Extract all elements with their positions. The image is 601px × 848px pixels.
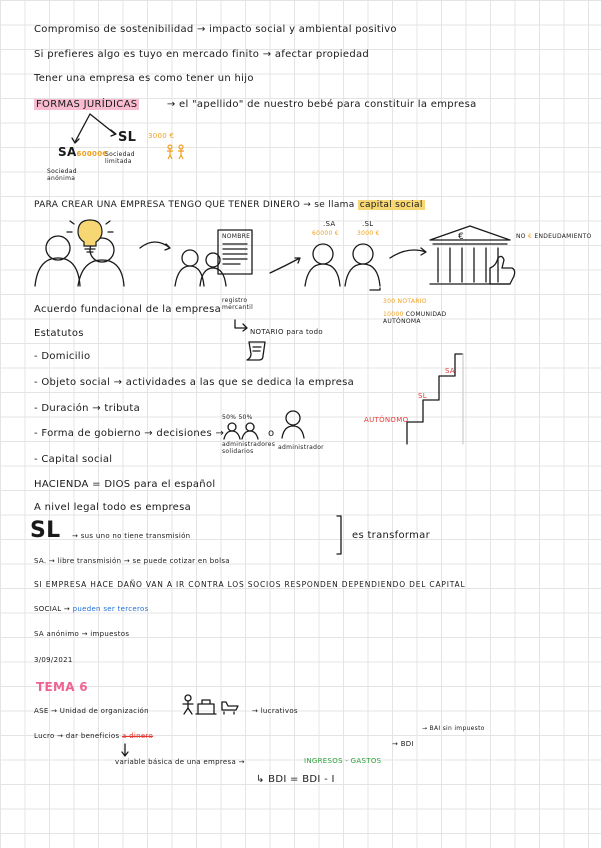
notary-text: NOTARIO para todo	[250, 328, 323, 336]
euro-icon: €	[458, 232, 465, 242]
note-date: 3/09/2021	[34, 656, 73, 664]
mercantile-registry: registro mercantil	[222, 297, 254, 311]
note-line-property: Si prefieres algo es tuyo en mercado finito → afectar propiedad	[34, 49, 370, 60]
statutes-heading: Estatutos	[34, 328, 84, 339]
legal-forms-text: → el "apellido" de nuestro bebé para constituir la empresa	[166, 99, 477, 110]
note-line-legal-company: A nivel legal todo es empresa	[34, 502, 192, 513]
scroll-icon	[245, 340, 269, 362]
note-line-sustainability: Compromiso de sostenibilidad → impacto social y ambiental positivo	[34, 24, 397, 35]
sa-description: Sociedad anónima	[47, 168, 77, 182]
tema-heading: TEMA 6	[36, 680, 88, 694]
sl-description: Sociedad limitada	[105, 151, 135, 165]
note-line-legal-forms	[34, 99, 477, 110]
legal-forms-heading: FORMAS JURÍDICAS	[36, 99, 138, 110]
statute-purpose: - Objeto social → actividades a las que se dedica la empresa	[34, 377, 355, 388]
third-parties-text: pueden ser terceros	[72, 605, 149, 613]
stair-sl: SL	[418, 392, 427, 400]
capital-social-highlight: capital social	[359, 200, 423, 210]
document-name-label: NOMBRE	[222, 233, 251, 240]
note-line-ase: ASE → Unidad de organización	[34, 707, 149, 715]
note-line-variable: variable básica de una empresa →	[115, 758, 245, 766]
sl-label: SL	[118, 130, 137, 145]
note-line-liability: SI EMPRESA HACE DAÑO VAN A IR CONTRA LOS SOCIOS RESPONDEN DEPENDIENDO DEL CAPITAL	[34, 580, 466, 589]
fig-sl-label: .SL	[362, 220, 374, 228]
bracket	[335, 514, 345, 556]
fig-sa-label: .SA	[323, 220, 336, 228]
note-line-hacienda: HACIENDA = DIOS para el español	[34, 479, 216, 490]
fig-sa-amount: 60000 €	[312, 230, 339, 237]
statute-capital: - Capital social	[34, 454, 113, 465]
income-minus-expenses: INGRESOS - GASTOS	[304, 757, 382, 765]
two-admins-icon	[222, 421, 262, 441]
big-sl: SL	[30, 518, 61, 543]
notario-cost: 300 NOTARIO	[383, 298, 427, 305]
sa-label: SA60000€	[58, 145, 108, 159]
note-line-founding: Acuerdo fundacional de la empresa	[34, 304, 222, 315]
solidary-admins: administradores solidarios	[222, 441, 276, 455]
single-admin: administrador	[278, 444, 324, 451]
statute-governance: - Forma de gobierno → decisiones →	[34, 428, 225, 439]
note-line-child: Tener una empresa es como tener un hijo	[34, 73, 254, 84]
statute-duration: - Duración → tributa	[34, 403, 141, 414]
partners-icon	[165, 144, 189, 160]
bdi-formula: ↳ BDI = BDI - I	[256, 774, 335, 785]
transform-note: es transformar	[352, 530, 431, 541]
note-line-lucro: Lucro → dar beneficios a dinero	[34, 732, 154, 740]
comunidad-cost: 10000 COMUNIDAD AUTÓNOMA	[383, 311, 447, 325]
note-line-sa-transmission: SA. → libre transmisión → se puede cotizar en bolsa	[34, 557, 230, 565]
governance-percentages: 50% 50%	[222, 414, 253, 421]
sl-amount: 3000 €	[148, 132, 175, 140]
organization-icons	[180, 694, 260, 718]
statute-address: - Domicilio	[34, 351, 91, 362]
struck-dinero: a dinero	[121, 732, 154, 740]
fig-sl-amount: 3000 €	[357, 230, 380, 237]
liability-staircase	[405, 352, 465, 447]
bdi-arrow: → BDI	[392, 740, 414, 748]
note-line-capital: PARA CREAR UNA EMPRESA TENGO QUE TENER DINERO → se llama capital social	[34, 200, 423, 210]
arrow-down	[120, 742, 130, 758]
stair-sa: SA	[445, 367, 455, 375]
governance-or: o	[268, 428, 275, 439]
single-admin-icon	[280, 410, 306, 440]
capital-illustration	[30, 218, 590, 293]
bank-note: NO € ENDEUDAMIENTO	[516, 233, 592, 240]
stair-autonomo: AUTÓNOMO	[364, 416, 409, 424]
sl-transmission: → sus uno no tiene transmisión	[72, 532, 191, 540]
note-line-sa-taxes: SA anónimo → impuestos	[34, 630, 130, 638]
note-line-third-parties: SOCIAL → pueden ser terceros	[34, 605, 149, 613]
bai-note: → BAI sin impuesto	[422, 725, 485, 732]
lucrative-note: → lucrativos	[252, 707, 298, 715]
